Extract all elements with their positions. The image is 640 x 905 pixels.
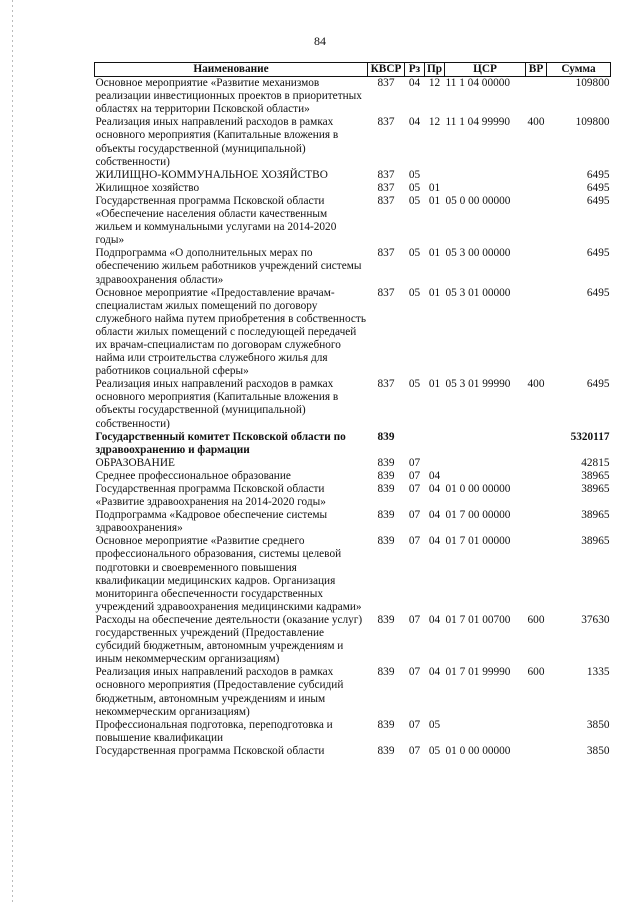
cell-csr: 01 7 01 00700 xyxy=(445,613,511,626)
cell-vr xyxy=(526,169,547,182)
cell-sum: 6495 xyxy=(586,194,610,207)
cell-vr: 400 xyxy=(527,116,545,129)
cell-sum: 6495 xyxy=(586,168,610,181)
cell-vr xyxy=(526,182,547,195)
cell-rz: 05 xyxy=(408,181,421,194)
cell-rz: 07 xyxy=(408,456,421,469)
cell-kvsr: 839 xyxy=(377,509,395,522)
cell-csr: 01 0 00 00000 xyxy=(445,483,511,495)
cell-name: Подпрограмма «Кадровое обеспечение системы здравоохранения» xyxy=(95,509,328,535)
cell-pr: 01 xyxy=(428,194,441,207)
cell-pr: 04 xyxy=(428,666,441,679)
header-csr: ЦСР xyxy=(445,63,526,77)
cell-name: Реализация иных направлений расходов в рамках основного мероприятия (Капитальные вложения в объекты государственной (муниципальной) собственности) xyxy=(95,116,339,168)
cell-csr xyxy=(445,182,526,195)
cell-sum: 6495 xyxy=(586,181,610,194)
cell-rz: 07 xyxy=(408,744,421,757)
cell-vr xyxy=(526,247,547,286)
cell-csr: 01 7 01 00000 xyxy=(445,535,511,548)
cell-sum: 38965 xyxy=(581,509,610,522)
cell-vr xyxy=(526,535,547,614)
cell-name: Государственный комитет Псковской области по здравоохранению и фармации xyxy=(95,430,346,456)
cell-rz: 07 xyxy=(408,483,421,495)
table-body xyxy=(95,77,611,758)
cell-vr xyxy=(526,745,547,758)
cell-vr xyxy=(526,509,547,535)
cell-rz: 07 xyxy=(408,509,421,522)
header-kvsr: КВСР xyxy=(368,63,405,77)
cell-kvsr: 839 xyxy=(377,430,395,443)
cell-sum: 1335 xyxy=(586,666,610,679)
cell-name: Подпрограмма «О дополнительных мерах по обеспечению жильем работников учреждений системы здравоохранения области» xyxy=(95,247,362,286)
cell-vr xyxy=(526,470,547,483)
cell-sum: 109800 xyxy=(575,77,610,90)
table-row xyxy=(95,614,611,666)
cell-csr: 05 0 00 00000 xyxy=(445,194,511,207)
cell-name: Профессиональная подготовка, переподготовка и повышение квалификации xyxy=(95,718,333,744)
cell-vr xyxy=(526,457,547,470)
cell-sum: 38965 xyxy=(581,483,610,495)
cell-rz: 04 xyxy=(408,77,421,90)
header-rz: Рз xyxy=(405,63,425,77)
cell-sum: 38965 xyxy=(581,469,610,482)
scan-edge xyxy=(12,0,13,905)
table-row xyxy=(95,77,611,117)
table-header-row xyxy=(95,63,611,77)
cell-vr xyxy=(526,77,547,117)
table-row xyxy=(95,483,611,509)
cell-rz: 07 xyxy=(408,535,421,548)
cell-kvsr: 839 xyxy=(377,469,395,482)
cell-pr: 04 xyxy=(428,483,441,495)
cell-pr: 04 xyxy=(428,509,441,522)
cell-rz: 07 xyxy=(408,613,421,626)
cell-name: Расходы на обеспечение деятельности (оказание услуг) государственных учреждений (Предоставление субсидий бюджетным, автономным учреждениям и иным некоммерческим организациям) xyxy=(95,613,363,666)
cell-name: Государственная программа Псковской области «Развитие здравоохранения на 2014-2020 годы» xyxy=(95,483,326,509)
cell-pr: 04 xyxy=(428,469,441,482)
cell-pr xyxy=(425,457,445,470)
cell-name: Государственная программа Псковской области xyxy=(95,744,325,757)
cell-rz: 05 xyxy=(408,168,421,181)
cell-sum: 6495 xyxy=(586,247,610,260)
table-row xyxy=(95,666,611,718)
cell-rz: 05 xyxy=(408,247,421,260)
cell-csr xyxy=(445,719,526,745)
cell-sum: 5320117 xyxy=(570,430,610,443)
cell-pr: 12 xyxy=(428,116,441,129)
table-row xyxy=(95,431,611,457)
cell-kvsr: 839 xyxy=(377,456,395,469)
cell-kvsr: 839 xyxy=(377,666,395,679)
cell-pr: 12 xyxy=(428,77,441,90)
cell-name: Реализация иных направлений расходов в рамках основного мероприятия (Предоставление субсидий бюджетным, автономным учреждениям и иным некоммерческим организациям) xyxy=(95,666,344,718)
table-row xyxy=(95,378,611,430)
cell-pr: 01 xyxy=(428,181,441,194)
cell-sum: 109800 xyxy=(575,116,610,129)
header-sum: Сумма xyxy=(547,63,611,77)
cell-csr: 11 1 04 00000 xyxy=(445,77,511,90)
cell-rz xyxy=(405,431,425,457)
cell-vr xyxy=(526,431,547,457)
table-row xyxy=(95,509,611,535)
cell-pr: 01 xyxy=(428,247,441,260)
cell-csr xyxy=(445,470,526,483)
cell-csr xyxy=(445,457,526,470)
table-row xyxy=(95,287,611,379)
cell-kvsr: 837 xyxy=(377,77,395,90)
cell-sum: 42815 xyxy=(581,456,610,469)
cell-csr: 05 3 00 00000 xyxy=(445,247,511,260)
cell-kvsr: 837 xyxy=(377,181,395,194)
cell-rz: 07 xyxy=(408,718,421,731)
cell-sum: 38965 xyxy=(581,535,610,548)
cell-pr: 04 xyxy=(428,535,441,548)
cell-pr xyxy=(425,431,445,457)
cell-kvsr: 837 xyxy=(377,194,395,207)
cell-csr xyxy=(445,169,526,182)
cell-name: Основное мероприятие «Развитие среднего профессионального образования, системы целевой подготовки и своевременного повышения квалификации медицинских кадров. Организация мониторинга обеспеченности государственных учреждений здравоохранения медицинскими кадрами» xyxy=(95,535,362,613)
cell-name: Реализация иных направлений расходов в рамках основного мероприятия (Капитальные вложения в объекты государственной (муниципальной) собственности) xyxy=(95,378,339,430)
budget-table xyxy=(94,62,611,758)
table-row xyxy=(95,182,611,195)
cell-name: ОБРАЗОВАНИЕ xyxy=(95,456,175,469)
cell-sum: 6495 xyxy=(586,286,610,299)
table-row xyxy=(95,195,611,247)
cell-rz: 04 xyxy=(408,116,421,129)
cell-vr: 600 xyxy=(527,666,545,679)
cell-name: Среднее профессиональное образование xyxy=(95,469,291,482)
cell-rz: 05 xyxy=(408,286,421,299)
cell-vr xyxy=(526,483,547,509)
table-row xyxy=(95,457,611,470)
cell-kvsr: 839 xyxy=(377,718,395,731)
cell-csr: 01 0 00 00000 xyxy=(445,744,511,757)
cell-kvsr: 839 xyxy=(377,483,395,495)
page-number: 84 xyxy=(314,34,326,48)
cell-kvsr: 837 xyxy=(377,286,395,299)
cell-pr xyxy=(425,169,445,182)
cell-vr xyxy=(526,287,547,379)
cell-kvsr: 839 xyxy=(377,744,395,757)
cell-vr xyxy=(526,719,547,745)
cell-rz: 07 xyxy=(408,666,421,679)
cell-vr xyxy=(526,195,547,247)
header-vr: ВР xyxy=(526,63,547,77)
cell-name: Основное мероприятие «Предоставление врачам-специалистам жилых помещений по договору служебного найма путем приобретения в собственность области жилых помещений с последующей передачей их врачам-специалистам по договорам служебного найма или строительства служебного жилья для работников социальной сферы» xyxy=(95,286,367,378)
cell-kvsr: 837 xyxy=(377,168,395,181)
cell-pr: 05 xyxy=(428,718,441,731)
cell-csr: 01 7 01 99990 xyxy=(445,666,511,679)
cell-pr: 01 xyxy=(428,378,441,391)
table-row xyxy=(95,535,611,614)
cell-csr: 01 7 00 00000 xyxy=(445,509,511,522)
cell-sum: 3850 xyxy=(586,718,610,731)
cell-csr xyxy=(445,431,526,457)
cell-vr: 600 xyxy=(527,613,545,626)
cell-csr: 05 3 01 99990 xyxy=(445,378,511,391)
header-name: Наименование xyxy=(95,63,368,77)
cell-rz: 07 xyxy=(408,469,421,482)
cell-kvsr: 839 xyxy=(377,613,395,626)
table-row xyxy=(95,470,611,483)
cell-kvsr: 839 xyxy=(377,535,395,548)
table-row xyxy=(95,247,611,286)
table-row xyxy=(95,745,611,758)
cell-csr: 05 3 01 00000 xyxy=(445,286,511,299)
cell-name: Основное мероприятие «Развитие механизмов реализации инвестиционных проектов в приоритетных областях на территории Псковской области» xyxy=(95,77,362,116)
table-row xyxy=(95,169,611,182)
cell-sum: 37630 xyxy=(581,613,610,626)
cell-kvsr: 837 xyxy=(377,116,395,129)
cell-sum: 3850 xyxy=(586,744,610,757)
cell-rz: 05 xyxy=(408,378,421,391)
cell-pr: 01 xyxy=(428,286,441,299)
table-row xyxy=(95,719,611,745)
cell-kvsr: 837 xyxy=(377,378,395,391)
table-row xyxy=(95,116,611,168)
header-pr: Пр xyxy=(425,63,445,77)
cell-name: Жилищное хозяйство xyxy=(95,181,200,194)
cell-sum: 6495 xyxy=(586,378,610,391)
cell-pr: 05 xyxy=(428,744,441,757)
cell-pr: 04 xyxy=(428,613,441,626)
cell-name: ЖИЛИЩНО-КОММУНАЛЬНОЕ ХОЗЯЙСТВО xyxy=(95,168,328,181)
cell-vr: 400 xyxy=(527,378,545,391)
cell-kvsr: 837 xyxy=(377,247,395,260)
cell-csr: 11 1 04 99990 xyxy=(445,116,511,129)
cell-name: Государственная программа Псковской области «Обеспечение населения области качественным жильем и коммунальными услугами на 2014-2020 годы» xyxy=(95,194,337,247)
cell-rz: 05 xyxy=(408,194,421,207)
